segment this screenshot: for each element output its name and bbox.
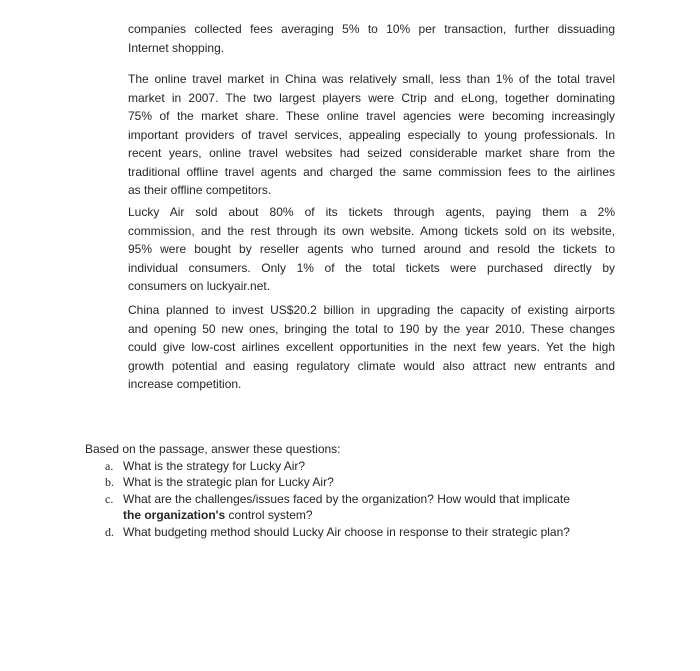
- text-line: could give low-cost airlines excellent opportunities in the next few years. Yet the high: [128, 340, 615, 354]
- question-marker: c.: [105, 491, 114, 506]
- text-line: The online travel market in China was relatively small, less than 1% of the total travel: [128, 72, 615, 86]
- paragraph: [128, 70, 615, 200]
- questions-section: [85, 441, 645, 540]
- question-marker: d.: [105, 524, 114, 539]
- question-marker: a.: [105, 458, 114, 473]
- question-text-line: What is the strategic plan for Lucky Air?: [123, 475, 334, 489]
- question-marker: b.: [105, 475, 114, 489]
- question-item-b: [85, 474, 645, 491]
- question-text-line: the organization's control system?: [123, 508, 313, 522]
- question-text-line: What budgeting method should Lucky Air choose in response to their strategic plan?: [123, 524, 570, 539]
- question-item-c: [85, 491, 645, 524]
- text-line: 95% were bought by reseller agents who turned around and resold the tickets to: [128, 242, 615, 256]
- questions-list: [85, 458, 645, 541]
- question-item-d: [85, 524, 645, 541]
- text-line: and opening 50 new ones, bringing the total to 190 by the year 2010. These changes: [128, 321, 615, 336]
- text-line: commission, and the rest through its own website. Among tickets sold on its website,: [128, 223, 615, 238]
- text-line: recent years, online travel websites had seized considerable market share from the: [128, 146, 615, 160]
- text-line: 75% of the market share. These online travel agencies were becoming increasingly: [128, 109, 615, 123]
- question-text-line: What is the strategy for Lucky Air?: [123, 458, 306, 473]
- text-line: individual consumers. Only 1% of the total tickets were purchased directly by: [128, 260, 615, 275]
- text-line: increase competition.: [128, 377, 242, 391]
- text-line: market in 2007. The two largest players were Ctrip and eLong, together dominating: [128, 90, 615, 105]
- text-line: as their offline competitors.: [128, 183, 272, 197]
- text-line: Internet shopping.: [128, 40, 225, 55]
- text-line: China planned to invest US$20.2 billion in upgrading the capacity of existing airports: [128, 303, 615, 317]
- questions-intro: Based on the passage, answer these questions:: [85, 442, 341, 456]
- text-line: traditional offline travel agents and charged the same commission fees to the airlines: [128, 164, 615, 179]
- paragraph: [128, 20, 615, 57]
- paragraph: [128, 203, 615, 296]
- text-line: consumers on luckyair.net.: [128, 279, 271, 293]
- text-line: companies collected fees averaging 5% to 10% per transaction, further dissuading: [128, 22, 615, 36]
- question-item-a: [85, 458, 645, 475]
- paragraph: [128, 301, 615, 394]
- text-line: Lucky Air sold about 80% of its tickets through agents, paying them a 2%: [128, 205, 615, 219]
- question-text-line: What are the challenges/issues faced by the organization? How would that implicate: [123, 491, 570, 506]
- text-line: growth potential and easing regulatory climate would also attract new entrants and: [128, 358, 615, 373]
- text-line: important providers of travel services, appealing especially to young professionals. In: [128, 127, 615, 142]
